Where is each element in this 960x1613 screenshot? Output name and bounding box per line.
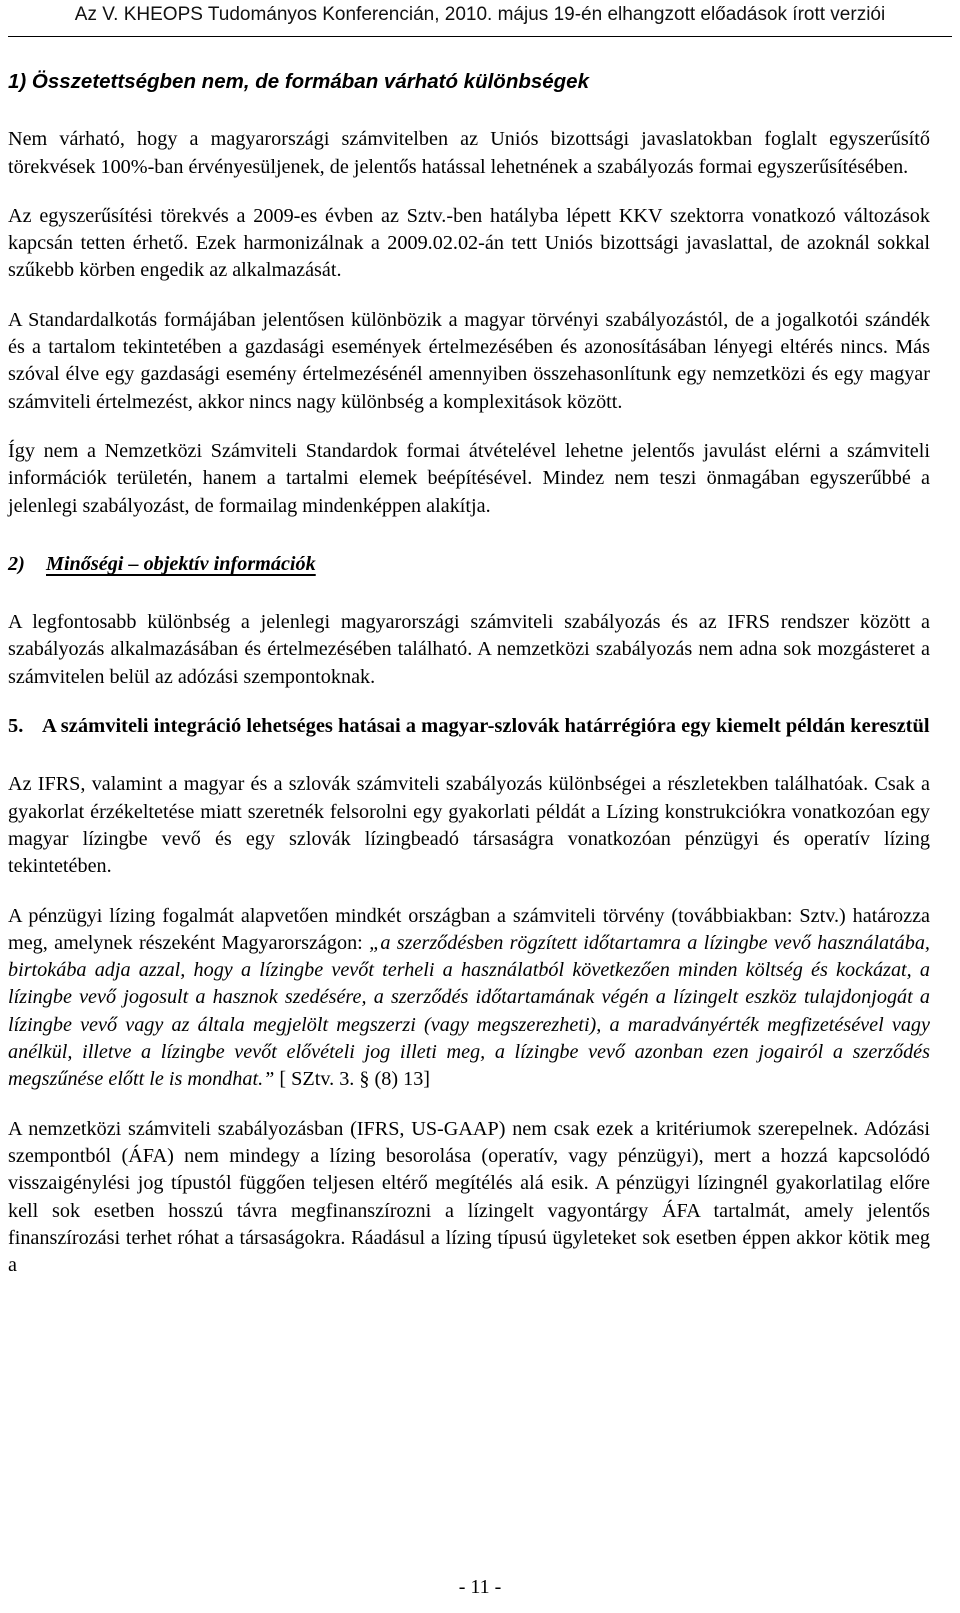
paragraph-7-lead: A pénzügyi lízing fogalmát alapvetően mindkét országban a számviteli törvény (továbbiakban: Sztv.) határozza meg, amelynek részeként Magyarországon: xyxy=(8,904,930,954)
section-2-heading xyxy=(8,551,930,578)
paragraph-1: Nem várható, hogy a magyarországi számvitelben az Uniós bizottsági javaslatokban foglalt egyszerűsítő törekvések 100%-ban érvényesüljenek, de jelentős hatással lehetnének a szabályozás formai egyszerűsítésében. xyxy=(8,128,930,178)
paragraph-5: A legfontosabb különbség a jelenlegi magyarországi számviteli szabályozás és az IFRS rendszer között a szabályozás alkalmazásában és értelmezésében található. A nemzetközi szabályozás nem adna sok mozgásteret a számvitelen belül az adózási szempontoknak. xyxy=(8,611,930,688)
paragraph-8: A nemzetközi számviteli szabályozásban (IFRS, US-GAAP) nem csak ezek a kritériumok szerepelnek. Adózási szempontból (ÁFA) nem mindegy a lízing besorolása (operatív, vagy pénzügyi), mert a hozzá kapcsolódó visszaigénylési jog típustól függően teljesen eltérő megítélés alá esik. A pénzügyi lízingnél gyakorlatilag előre kell sok esetben hosszú távra megfinanszírozni a lízingelt vagyontárgy ÁFA tartalmát, amely jelentős finanszírozási terhet róhat a társaságokra. Ráadásul a lízing típusú ügyleteket sok esetben éppen akkor kötik meg a xyxy=(8,1117,930,1277)
section-5-number: 5. xyxy=(8,715,24,738)
section-5-title: A számviteli integráció lehetséges hatásai a magyar-szlovák határrégióra egy kiemelt példán keresztül xyxy=(42,715,930,738)
legal-reference: [ SZtv. 3. § (8) 13] xyxy=(274,1068,431,1091)
paragraph-6: Az IFRS, valamint a magyar és a szlovák számviteli szabályozás különbségei a részletekben találhatóak. Csak a gyakorlat érzékeltetése miatt szeretnék felsorolni egy gyakorlati példát a Lízing konstrukciókra vonatkozóan egy magyar lízingbe vevő és egy szlovák lízingbeadó társaságra vonatkozóan pénzügyi és operatív lízing tekintetében. xyxy=(8,773,930,878)
page-number: - 11 - xyxy=(458,1576,502,1598)
paragraph-4: Így nem a Nemzetközi Számviteli Standardok formai átvételével lehetne jelentős javulást elérni a számviteli információk területén, hanem a tartalmi elemek beépítésével. Mindez nem teszi önmagában egyszerűbbé a jelenlegi szabályozást, de formailag mindenképpen alakítja. xyxy=(8,439,930,517)
running-header: Az V. KHEOPS Tudományos Konferencián, 2010. május 19-én elhangzott előadások írott verziói xyxy=(74,4,886,25)
section-2-number: 2) xyxy=(8,552,25,575)
section-1-heading: 1) Összetettségben nem, de formában várható különbségek xyxy=(8,70,589,93)
legal-quote: „a szerződésben rögzített időtartamra a lízingbe vevő használatába, birtokába adja azzal, hogy a lízingbe vevőt terheli a használatból következően minden költség és kockázat, a lízingbe vevő jogosult a hasznok szedésére, a szerződés időtartamának végén a lízingelt eszköz tulajdonjogát a lízingbe vevő vagy az általa megjelölt megszerzi (vagy megszerezheti), a maradványérték megfizetésével vagy anélkül, illetve a lízingbe vevőt elővételi jog illeti meg, a lízingbe vevő azonban ezen jogairól a szerződés megszűnése előtt le is mondhat.” xyxy=(8,931,930,1091)
paragraph-3: A Standardalkotás formájában jelentősen különbözik a magyar törvényi szabályozástól, de a jogalkotói szándék és a tartalom tekintetében a gazdasági események értelmezésében és azonosításában lényegi eltérés nincs. Más szóval élve egy gazdasági esemény értelmezésénél amennyiben összehasonlítunk egy nemzetközi és egy magyar számviteli értelmezést, akkor nincs nagy különbség a komplexitások között. xyxy=(8,308,930,413)
paragraph-7 xyxy=(8,903,930,1094)
paragraph-2: Az egyszerűsítési törekvés a 2009-es évben az Sztv.-ben hatályba lépett KKV szektorra vonatkozó változások kapcsán tetten érhető. Ezek harmonizálnak a 2009.02.02-án tett Uniós bizottsági javaslattal, de azoknál sokkal szűkebb körben engedik az alkalmazását. xyxy=(8,204,930,282)
header-divider xyxy=(8,36,952,37)
document-body xyxy=(8,62,930,1279)
section-2-title: Minőségi – objektív információk xyxy=(46,552,316,575)
section-5-heading xyxy=(8,713,930,740)
